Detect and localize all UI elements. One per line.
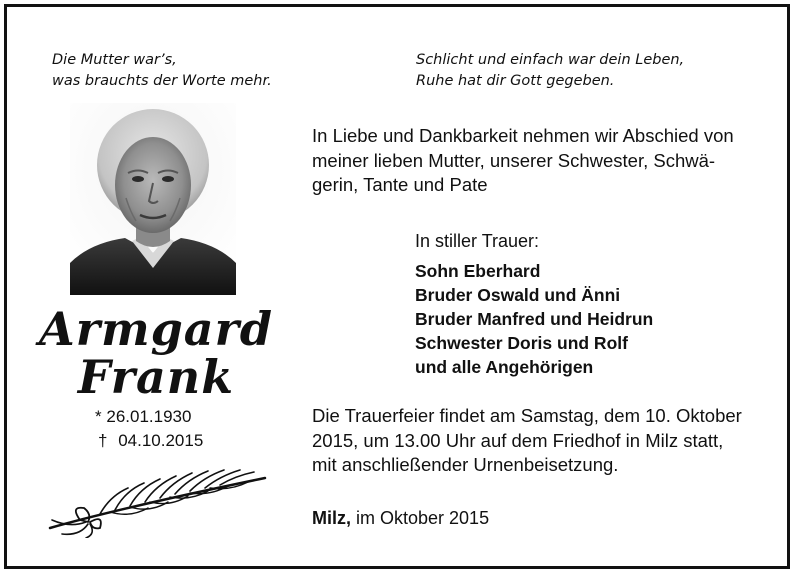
service-line-1: Die Trauerfeier findet am Samstag, dem 10. Oktober — [312, 405, 742, 426]
intro-text — [312, 124, 764, 198]
signature-place: Milz, — [312, 508, 351, 528]
mourner-item: Schwester Doris und Rolf — [415, 333, 628, 353]
service-line-2: 2015, um 13.00 Uhr auf dem Friedhof in Milz statt, — [312, 429, 724, 451]
service-text — [312, 404, 764, 478]
mourner-item: Bruder Manfred und Heidrun — [415, 309, 654, 329]
death-date: 04.10.2015 — [118, 431, 204, 450]
portrait-photo — [70, 103, 236, 295]
birth-date: 26.01.1930 — [106, 407, 192, 426]
mourner-item: Sohn Eberhard — [415, 261, 541, 281]
cross-icon: † — [98, 431, 108, 450]
quote-right-line-2: Ruhe hat dir Gott gegeben. — [416, 73, 615, 89]
death-date-row — [95, 429, 235, 453]
deceased-last-name: Frank — [77, 350, 235, 404]
mourner-item: Bruder Oswald und Änni — [415, 285, 621, 305]
quote-left-line-2: was brauchts der Worte mehr. — [52, 73, 272, 89]
deceased-first-name: Armgard — [39, 302, 273, 356]
mourners-list — [415, 259, 735, 379]
signature-date: im Oktober 2015 — [356, 508, 490, 528]
intro-line-2: meiner lieben Mutter, unserer Schwester, Schwä- — [312, 149, 716, 171]
quote-left — [52, 50, 272, 92]
quote-right — [416, 50, 684, 92]
palm-branch-icon — [40, 458, 270, 538]
quote-left-line-1: Die Mutter war’s, — [52, 52, 177, 68]
signature — [312, 508, 489, 529]
birth-date-row — [95, 405, 235, 429]
life-dates — [95, 405, 235, 453]
mourners-heading: In stiller Trauer: — [415, 231, 540, 251]
service-line-3: mit anschließender Urnenbeisetzung. — [312, 454, 619, 475]
mourners-block — [415, 229, 735, 379]
intro-line-3: gerin, Tante und Pate — [312, 174, 488, 195]
quote-right-line-1: Schlicht und einfach war dein Leben, — [416, 52, 685, 68]
birth-symbol: * — [95, 407, 102, 426]
mourner-item: und alle Angehörigen — [415, 357, 594, 377]
intro-line-1: In Liebe und Dankbarkeit nehmen wir Abschied von — [312, 125, 734, 146]
